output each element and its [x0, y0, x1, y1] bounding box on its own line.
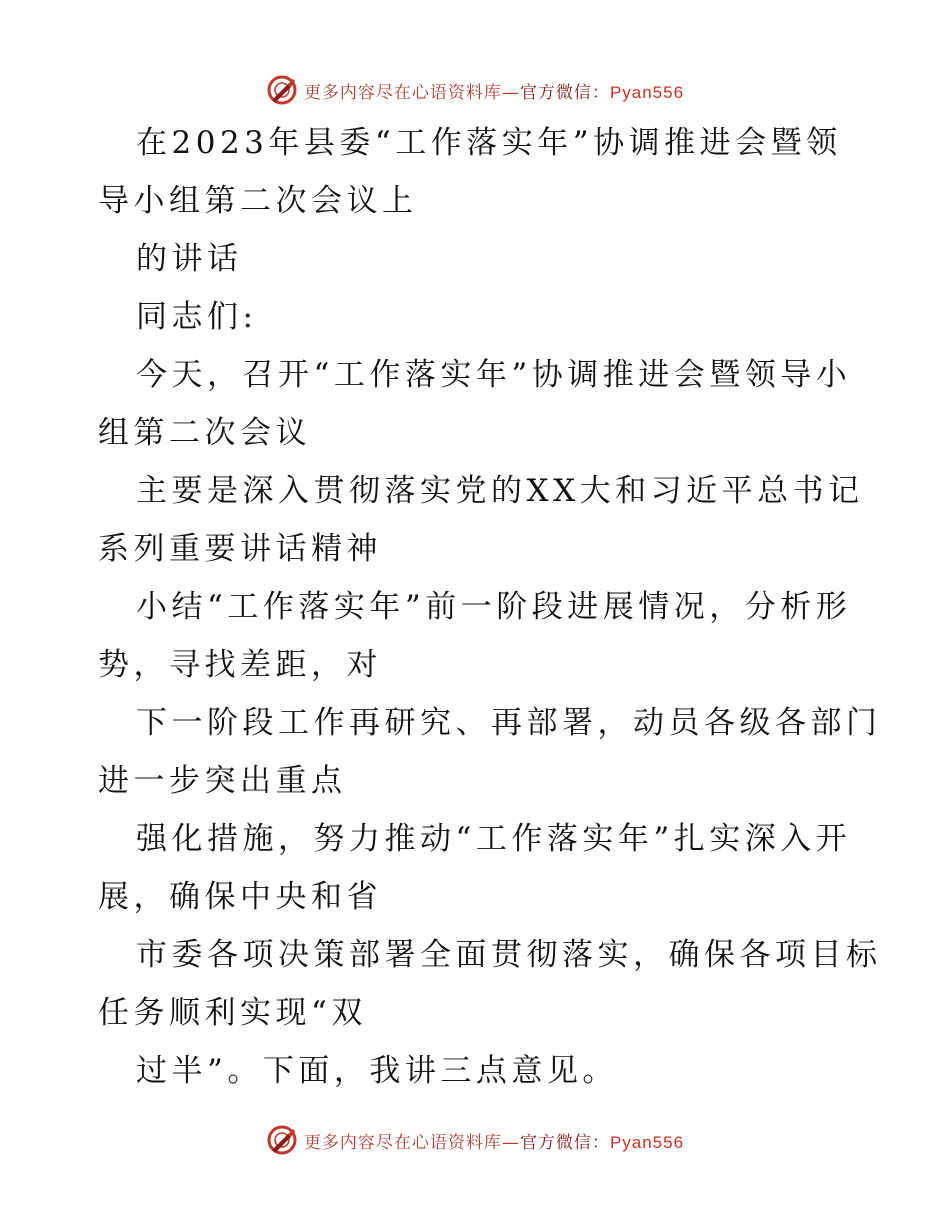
text-line: 展，确保中央和省 [98, 879, 382, 915]
text-line: 小结“工作落实年”前一阶段进展情况，分析形 [136, 589, 852, 625]
watermark-main: 更多内容尽在心语资料库 [303, 1132, 502, 1153]
header-watermark-banner [0, 70, 950, 110]
text-line: 的讲话 [136, 241, 243, 277]
watermark-wechat-id: Pyan556 [609, 82, 685, 102]
brush-logo-icon [266, 74, 298, 106]
text-line: 下一阶段工作再研究、再部署，动员各级各部门 [136, 705, 882, 741]
watermark-dash: — [501, 1132, 520, 1153]
text-line: 在2023年县委“工作落实年”协调推进会暨领 [136, 125, 842, 161]
text-line: 主要是深入贯彻落实党的XX大和习近平总书记 [136, 473, 864, 509]
footer-watermark-banner [0, 1120, 950, 1160]
watermark-text [304, 1128, 684, 1153]
text-line: 同志们: [136, 299, 258, 335]
text-line: 市委各项决策部署全面贯彻落实，确保各项目标 [136, 937, 882, 973]
text-line: 导小组第二次会议上 [98, 183, 418, 219]
document-body [98, 114, 882, 1100]
brush-logo-icon [266, 1124, 298, 1156]
text-line: 进一步突出重点 [98, 763, 347, 799]
text-line: 过半”。下面，我讲三点意见。 [136, 1053, 618, 1089]
text-line: 组第二次会议 [98, 415, 311, 451]
watermark-text [304, 78, 684, 103]
watermark-dash: — [501, 82, 520, 103]
text-line: 今天，召开“工作落实年”协调推进会暨领导小 [136, 357, 852, 393]
watermark-wechat-label: 官方微信： [519, 82, 610, 103]
text-line: 系列重要讲话精神 [98, 531, 382, 567]
text-line: 任务顺利实现“双 [98, 995, 367, 1031]
watermark-wechat-label: 官方微信： [519, 1132, 610, 1153]
text-line: 势，寻找差距，对 [98, 647, 382, 683]
watermark-wechat-id: Pyan556 [609, 1132, 685, 1152]
watermark-main: 更多内容尽在心语资料库 [303, 82, 502, 103]
text-line: 强化措施，努力推动“工作落实年”扎实深入开 [136, 821, 852, 857]
